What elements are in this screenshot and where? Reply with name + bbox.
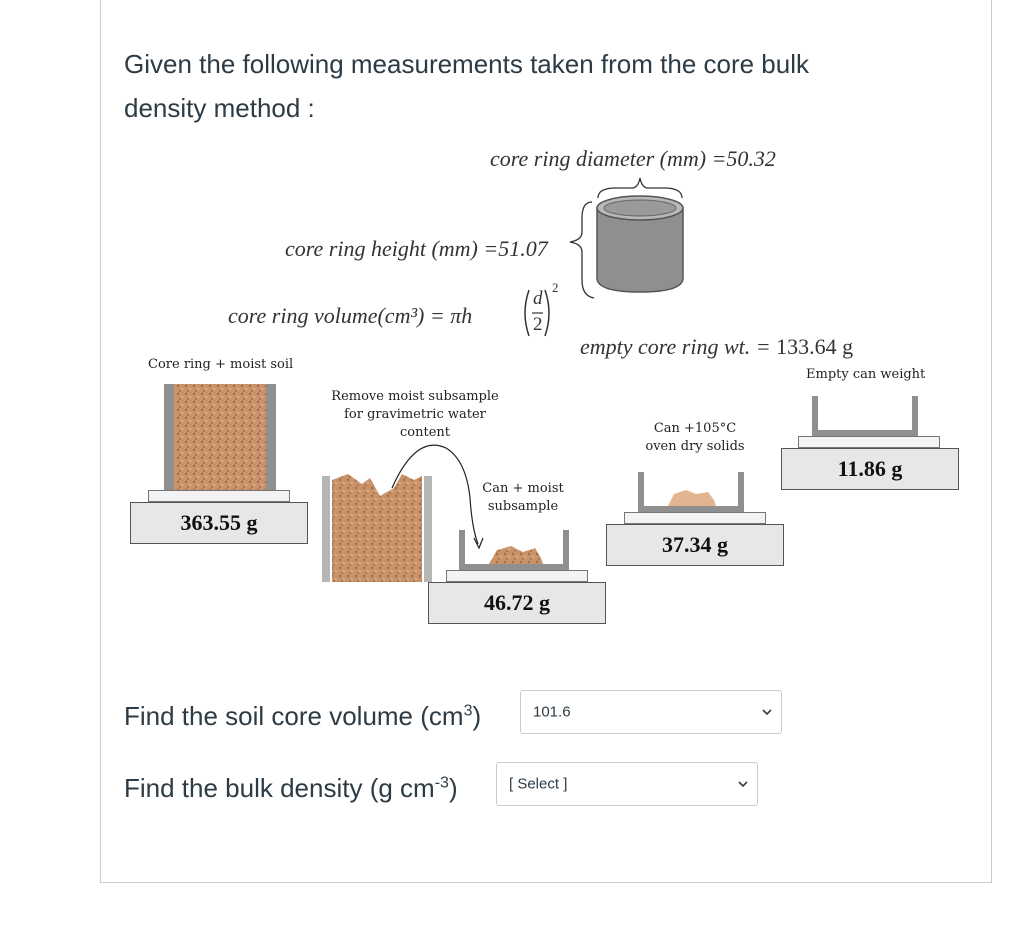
q2-label: Find the bulk density (g cm	[124, 773, 435, 803]
moist-soil-core-illustration	[160, 384, 280, 492]
core-ring-volume-formula: core ring volume(cm³) = πh	[228, 303, 473, 328]
scale-moist-core	[130, 502, 308, 544]
scale-moist-core-value: 363.55 g	[180, 510, 258, 535]
can-dry-label	[640, 420, 750, 456]
can-dry-line2: oven dry solids	[645, 439, 745, 454]
soil-core-volume-select[interactable]	[520, 690, 782, 734]
soil-core-volume-selected: 101.6	[533, 703, 571, 721]
empty-core-ring-weight-value: 133.64 g	[776, 334, 854, 359]
remove-subsample-note	[330, 388, 500, 442]
scale-plate-can-moist	[446, 570, 588, 582]
core-ring-height-label: core ring height (mm) =51.07	[285, 236, 548, 261]
empty-can-label: Empty can weight	[806, 367, 926, 382]
scale-plate-moist-core	[148, 490, 290, 502]
empty-can-illustration	[808, 394, 924, 438]
q2-superscript: -3	[434, 774, 449, 792]
question-bulk-density	[124, 766, 458, 810]
scale-plate-empty-can	[798, 436, 940, 448]
scale-can-moist-value: 46.72 g	[484, 590, 550, 615]
scale-can-dry	[606, 524, 784, 566]
scale-empty-can-value: 11.86 g	[837, 456, 903, 481]
core-ring-moist-label: Core ring + moist soil	[148, 357, 294, 372]
empty-core-ring-weight-text: empty core ring wt. =	[580, 334, 777, 359]
formula-numerator: d	[533, 288, 543, 309]
scale-can-moist	[428, 582, 606, 624]
scale-can-dry-value: 37.34 g	[662, 532, 728, 557]
can-dry-illustration	[634, 470, 754, 514]
bulk-density-selected: [ Select ]	[509, 775, 568, 793]
q1-superscript: 3	[463, 702, 473, 720]
q1-label: Find the soil core volume (cm	[124, 701, 464, 731]
chevron-down-icon	[737, 778, 749, 790]
remove-subsample-line3: content	[400, 425, 450, 440]
can-dry-line1: Can +105°C	[653, 421, 737, 436]
question-intro-line2: density method :	[124, 93, 315, 123]
chevron-down-icon	[761, 706, 773, 718]
can-moist-line1: Can + moist	[482, 481, 564, 496]
bulk-density-select[interactable]	[496, 762, 758, 806]
empty-core-ring-weight-label	[580, 334, 853, 360]
formula-fraction	[519, 282, 559, 344]
core-ring-diameter-label: core ring diameter (mm) =50.32	[490, 146, 776, 171]
formula-exponent: 2	[552, 280, 559, 295]
scale-empty-can	[781, 448, 959, 490]
formula-denominator: 2	[533, 314, 543, 335]
remove-subsample-line2: for gravimetric water	[344, 407, 486, 422]
remove-subsample-line1: Remove moist subsample	[331, 389, 499, 404]
can-moist-illustration	[455, 528, 575, 572]
core-ring-illustration	[560, 170, 700, 310]
q2-close-paren: )	[448, 773, 458, 803]
question-intro-line1: Given the following measurements taken from the core bulk	[124, 49, 810, 79]
q1-close-paren: )	[472, 701, 482, 731]
can-moist-label	[478, 480, 568, 516]
scale-plate-can-dry	[624, 512, 766, 524]
can-moist-line2: subsample	[487, 499, 559, 514]
question-soil-core-volume	[124, 694, 481, 738]
